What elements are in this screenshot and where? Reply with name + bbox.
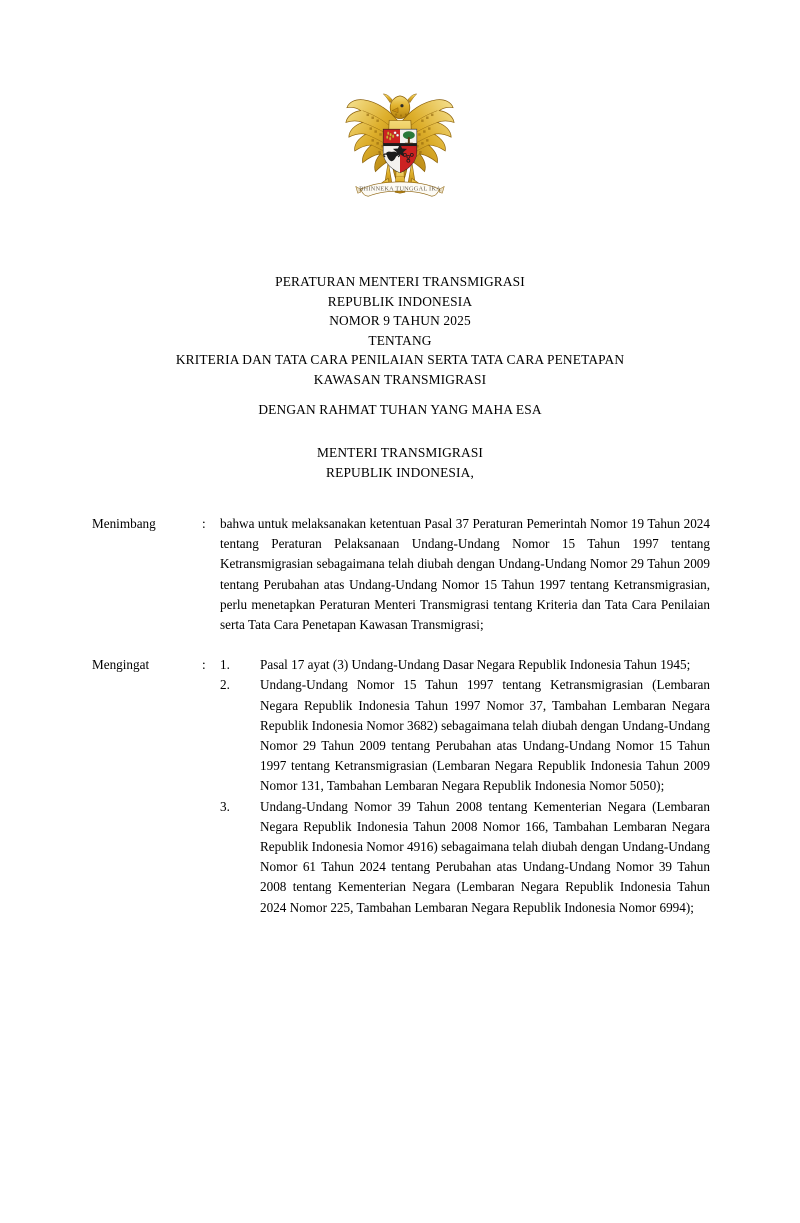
list-marker: 3.: [220, 798, 230, 814]
clause-label-mengingat: Mengingat: [92, 657, 150, 673]
list-marker: 1.: [220, 657, 230, 673]
document-title-block: [0, 272, 800, 389]
ministry-line-2: REPUBLIK INDONESIA,: [326, 464, 474, 480]
mengingat-list: [220, 655, 710, 918]
title-line-2: REPUBLIK INDONESIA: [327, 293, 473, 309]
title-line-6-subject-cont: KAWASAN TRANSMIGRASI: [313, 371, 487, 387]
list-marker: 2.: [220, 677, 230, 693]
clause-label-menimbang: Menimbang: [92, 516, 156, 531]
title-line-4-tentang: TENTANG: [368, 332, 432, 348]
clause-mengingat: [92, 655, 710, 918]
ministry-line-1: MENTERI TRANSMIGRASI: [316, 445, 484, 460]
clause-text-menimbang: bahwa untuk melaksanakan ketentuan Pasal 37 Peraturan Pemerintah Nomor 19 Tahun 2024 tentang Peraturan Pelaksanaan Undang-Undang Nomor 15 Tahun 1997 tentang Ketransmigrasian sebagaimana telah diubah dengan Undang-Undang Nomor 29 Tahun 2009 tentang Perubahan atas Undang-Undang Nomor 15 Tahun 1997 tentang Ketransmigrasian, perlu menetapkan Peraturan Menteri Transmigrasi tentang Kriteria dan Tata Cara Penilaian serta Tata Cara Penetapan Kawasan Transmigrasi;: [220, 516, 710, 633]
ministry-block: [0, 443, 800, 482]
title-line-5-subject: KRITERIA DAN TATA CARA PENILAIAN SERTA TATA CARA PENETAPAN: [175, 352, 625, 367]
blessing-block: [0, 400, 800, 420]
motto-text: BHINNEKA TUNGGAL IKA: [359, 185, 441, 193]
clause-menimbang: [92, 514, 710, 635]
list-item: [220, 655, 710, 675]
list-text: Undang-Undang Nomor 15 Tahun 1997 tentang Ketransmigrasian (Lembaran Negara Republik Indonesia Tahun 1997 Nomor 37, Tambahan Lembaran Negara Republik Indonesia Nomor 3682) sebagaimana telah diubah dengan Undang-Undang Nomor 29 Tahun 2009 tentang Perubahan atas Undang-Undang Nomor 15 Tahun 1997 tentang Ketransmigrasian (Lembaran Negara Republik Indonesia Tahun 2009 Nomor 131, Tambahan Lembaran Negara Republik Indonesia Nomor 5050);: [260, 677, 710, 794]
garuda-pancasila-icon: [341, 88, 459, 208]
list-text: Undang-Undang Nomor 39 Tahun 2008 tentang Kementerian Negara (Lembaran Negara Republik Indonesia Tahun 2008 Nomor 166, Tambahan Lembaran Negara Republik Indonesia Nomor 4916) sebagaimana telah diubah dengan Undang-Undang Nomor 61 Tahun 2024 tentang Perubahan atas Undang-Undang Nomor 39 Tahun 2008 tentang Kementerian Negara (Lembaran Negara Republik Indonesia Tahun 2024 Nomor 225, Tambahan Lembaran Negara Republik Indonesia Nomor 6994);: [260, 798, 710, 915]
list-item: [220, 675, 710, 796]
blessing-text: DENGAN RAHMAT TUHAN YANG MAHA ESA: [258, 402, 542, 417]
title-line-1: PERATURAN MENTERI TRANSMIGRASI: [275, 274, 525, 289]
clause-body-mengingat: [220, 655, 710, 918]
list-item: [220, 797, 710, 918]
clause-colon-menimbang: :: [202, 516, 206, 531]
emblem-container: [0, 88, 800, 213]
title-line-3-number: NOMOR 9 TAHUN 2025: [329, 313, 471, 328]
clause-colon-mengingat: :: [202, 657, 206, 673]
list-text: Pasal 17 ayat (3) Undang-Undang Dasar Negara Republik Indonesia Tahun 1945;: [260, 657, 691, 673]
clauses-container: [92, 514, 710, 918]
